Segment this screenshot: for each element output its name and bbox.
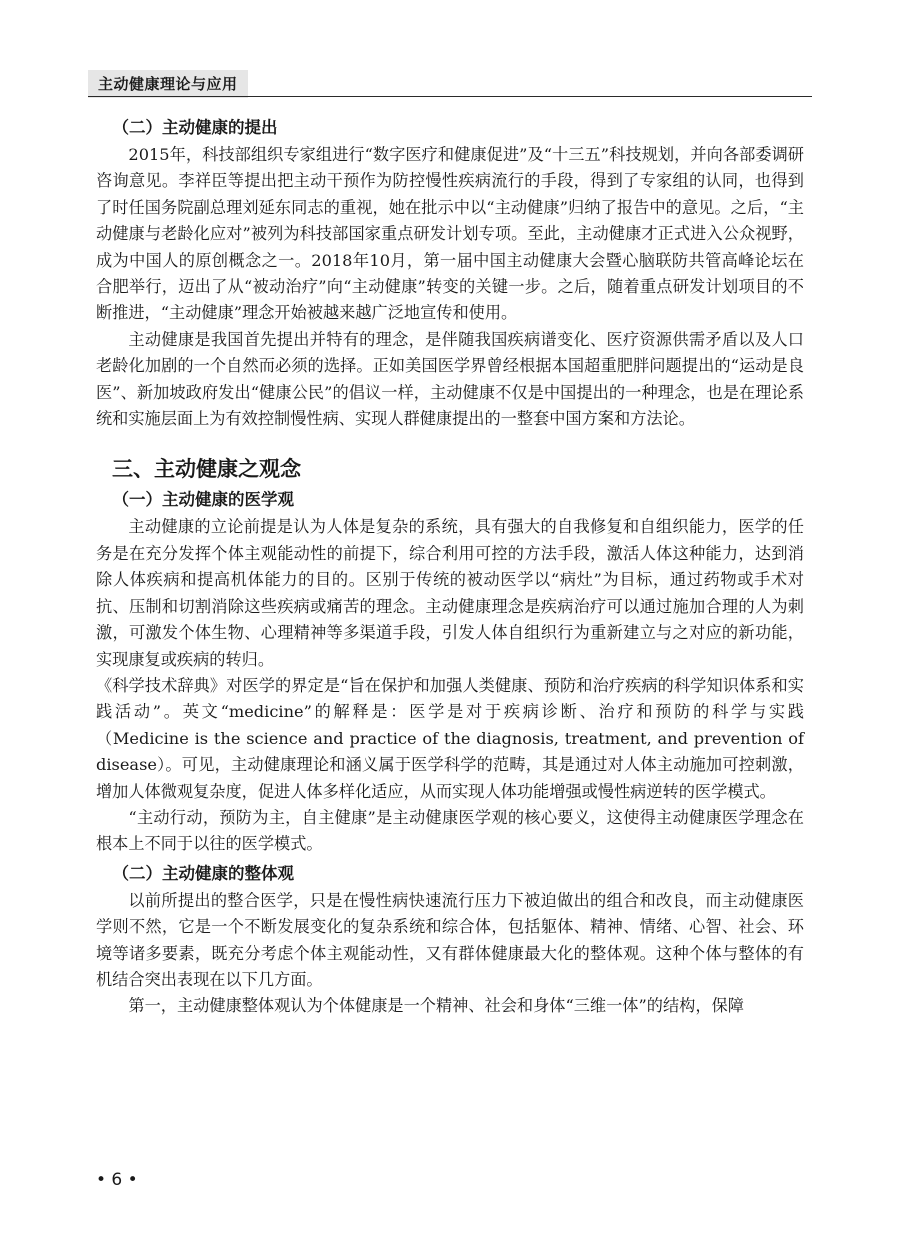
paragraph-premise: 主动健康的立论前提是认为人体是复杂的系统，具有强大的自我修复和自组织能力，医学的任务是在充分发挥个体主观能动性的前提下，综合利用可控的方法手段，激活人体这种能力，达到消除人体疾病和提高机体能力的目的。区别于传统的被动医学以“病灶”为目标，通过药物或手术对抗、压制和切割消除这些疾病或痛苦的理念。主动健康理念是疾病治疗可以通过施加合理的人为刺激，可激发个体生物、心理精神等多渠道手段，引发人体自组织行为重新建立与之对应的新功能，实现康复或疾病的转归。 xyxy=(96,517,804,669)
subsection-title-holistic-view: （二）主动健康的整体观 xyxy=(112,863,294,883)
section-title-views: 三、主动健康之观念 xyxy=(112,457,301,482)
subsection-title-medical-view: （一）主动健康的医学观 xyxy=(112,490,294,510)
paragraph-definition: 《科学技术辞典》对医学的界定是“旨在保护和加强人类健康、预防和治疗疾病的科学知识体系和实践活动”。英文“medicine”的解释是：医学是对于疾病诊断、治疗和预防的科学与实践（Medicine is the science and practice of the diagnosis, treatment, and prevention of disease）。可见，主动健康理论和涵义属于医学科学的范畴，其是通过对人体主动施加可控刺激，增加人体微观复杂度，促进人体多样化适应，从而实现人体功能增强或慢性病逆转的医学模式。 xyxy=(96,675,804,801)
paragraph-concept: 主动健康是我国首先提出并特有的理念，是伴随我国疾病谱变化、医疗资源供需矛盾以及人口老龄化加剧的一个自然而必须的选择。正如美国医学界曾经根据本国超重肥胖问题提出的“运动是良医”、新加坡政府发出“健康公民”的倡议一样，主动健康不仅是中国提出的一种理念，也是在理论系统和实施层面上为有效控制慢性病、实现人群健康提出的一整套中国方案和方法论。 xyxy=(96,329,804,429)
subsection-title-proposal: （二）主动健康的提出 xyxy=(112,118,278,137)
header-rule xyxy=(88,96,812,97)
running-head: 主动健康理论与应用 xyxy=(88,70,248,98)
paragraph-first-point: 第一，主动健康整体观认为个体健康是一个精神、社会和身体“三维一体”的结构，保障 xyxy=(128,996,744,1016)
paragraph-integration: 以前所提出的整合医学，只是在慢性病快速流行压力下被迫做出的组合和改良，而主动健康医学则不然，它是一个不断发展变化的复杂系统和综合体，包括躯体、精神、情绪、心智、社会、环境等诸多要素，既充分考虑个体主观能动性，又有群体健康最大化的整体观。这种个体与整体的有机结合突出表现在以下几方面。 xyxy=(96,890,804,989)
page-number: • 6 • xyxy=(96,1170,138,1190)
paragraph-core-principle: “主动行动，预防为主，自主健康”是主动健康医学观的核心要义，这使得主动健康医学理念在根本上不同于以往的医学模式。 xyxy=(96,807,804,854)
body-text xyxy=(96,112,804,1020)
paragraph-history: 2015年，科技部组织专家组进行“数字医疗和健康促进”及“十三五”科技规划，并向各部委调研咨询意见。李祥臣等提出把主动干预作为防控慢性疾病流行的手段，得到了专家组的认同，也得到了时任国务院副总理刘延东同志的重视，她在批示中以“主动健康”归纳了报告中的意见。之后，“主动健康与老龄化应对”被列为科技部国家重点研发计划专项。至此，主动健康才正式进入公众视野，成为中国人的原创概念之一。2018年10月，第一届中国主动健康大会暨心脑联防共管高峰论坛在合肥举行，迈出了从“被动治疗”向“主动健康”转变的关键一步。之后，随着重点研发计划项目的不断推进，“主动健康”理念开始被越来越广泛地宣传和使用。 xyxy=(96,145,804,323)
